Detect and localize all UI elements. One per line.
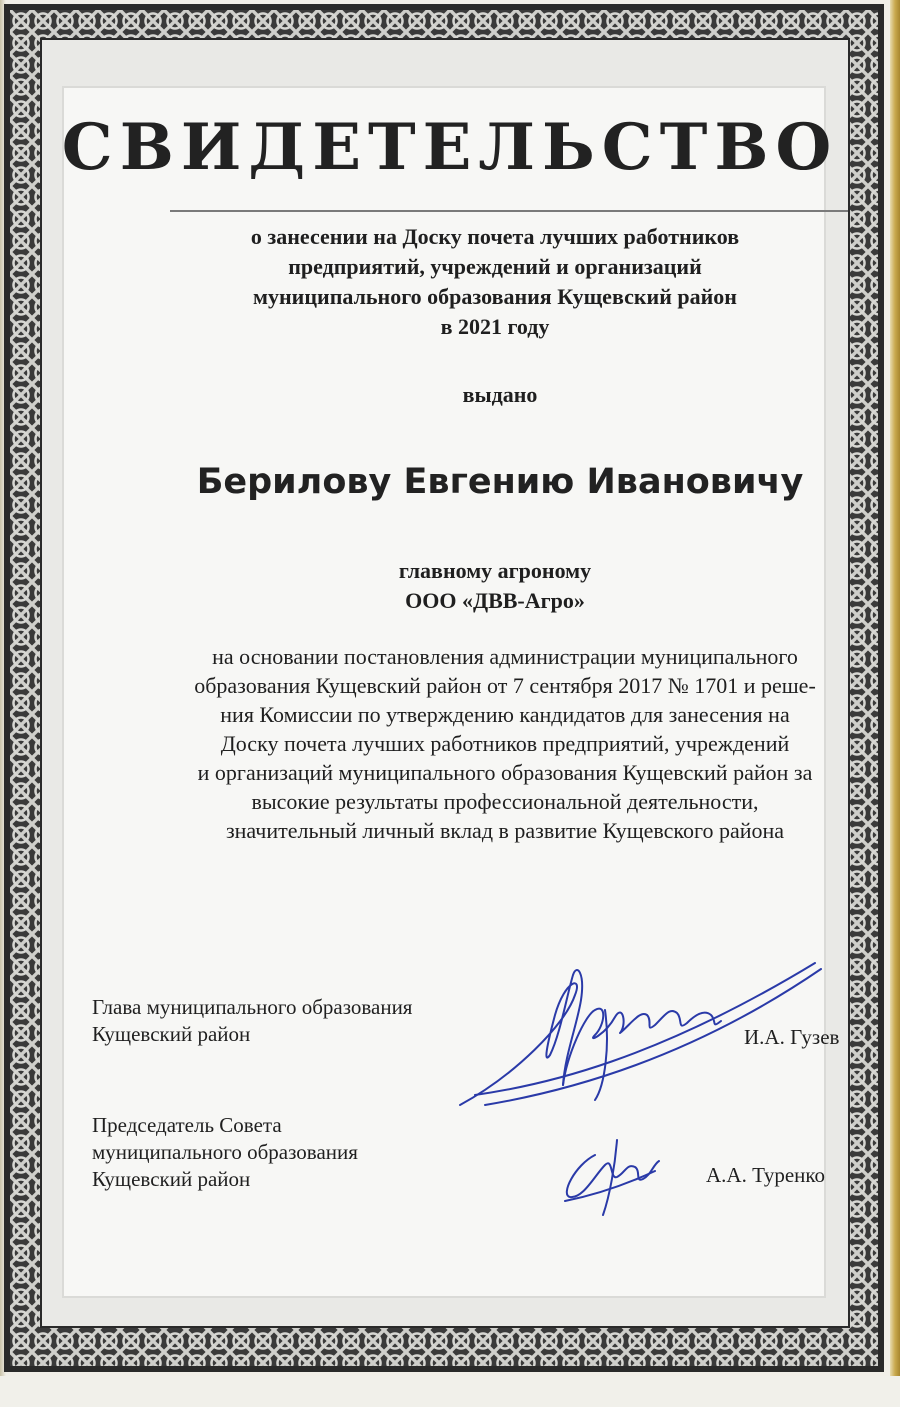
position-line: ООО «ДВВ-Агро» — [405, 588, 585, 613]
role-line: муниципального образования — [92, 1140, 358, 1164]
signatory-role-head — [92, 994, 412, 1048]
recipient-position — [300, 556, 690, 616]
role-line: Глава муниципального образования — [92, 995, 413, 1019]
body-line: и организаций муниципального образования Кущевский район за — [197, 760, 813, 785]
role-line: Кущевский район — [92, 1167, 251, 1191]
signature-head — [455, 955, 830, 1115]
body-line: Доску почета лучших работников предприятий, учреждений — [220, 731, 790, 756]
signatory-name-council: А.А. Туренко — [706, 1163, 826, 1187]
certificate-body — [115, 642, 895, 845]
certificate-subtitle — [150, 222, 840, 342]
role-line: Кущевский район — [92, 1022, 251, 1046]
certificate-title: СВИДЕТЕЛЬСТВО — [61, 110, 839, 185]
frame-bottom-margin — [0, 1376, 900, 1407]
body-line: высокие результаты профессиональной деятельности, — [251, 789, 759, 814]
recipient-name: Берилову Евгению Ивановичу — [196, 462, 804, 502]
body-line: значительный личный вклад в развитие Кущевского района — [225, 818, 785, 843]
body-line: ния Комиссии по утверждению кандидатов для занесения на — [220, 702, 790, 727]
body-line: на основании постановления администрации муниципального — [212, 644, 798, 669]
signatory-role-council — [92, 1112, 358, 1193]
position-line: главному агроному — [398, 558, 592, 583]
body-line: образования Кущевский район от 7 сентября 2017 № 1701 и реше- — [194, 673, 816, 698]
subtitle-line: в 2021 году — [440, 314, 550, 339]
signature-council — [555, 1135, 665, 1220]
title-divider — [170, 210, 848, 212]
issued-label: выдано — [462, 382, 538, 407]
subtitle-line: предприятий, учреждений и организаций — [288, 254, 702, 279]
subtitle-line: муниципального образования Кущевский район — [253, 284, 737, 309]
role-line: Председатель Совета — [92, 1113, 282, 1137]
subtitle-line: о занесении на Доску почета лучших работников — [250, 224, 740, 249]
signatory-name-head: И.А. Гузев — [744, 1025, 840, 1049]
